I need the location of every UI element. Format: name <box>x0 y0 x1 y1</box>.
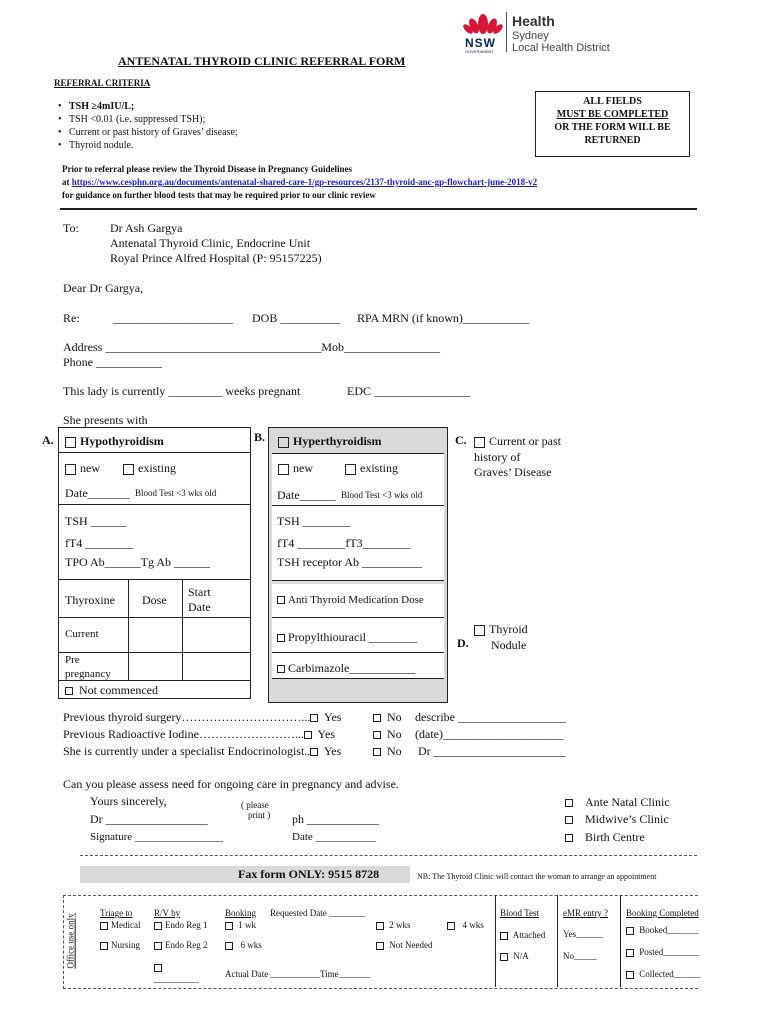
notice-box <box>535 91 690 157</box>
no-option[interactable]: No <box>373 744 402 759</box>
current-row-label: Current <box>65 628 99 640</box>
gov-logo-text: GOVERNMENT <box>465 49 494 54</box>
booking-2wks-option[interactable]: 2 wks <box>376 920 411 930</box>
notice-line: MUST BE COMPLETED <box>556 109 669 120</box>
checkbox[interactable] <box>474 625 485 636</box>
form-title: ANTENATAL THYROID CLINIC REFERRAL FORM <box>118 54 406 68</box>
checkbox[interactable] <box>447 922 455 930</box>
graves-text: history of <box>474 450 521 464</box>
criteria-item: • TSH <0.01 (i.e. suppressed TSH); <box>55 113 238 126</box>
hypo-tpo-field[interactable]: TPO Ab______Tg Ab ______ <box>65 555 211 569</box>
no-option[interactable]: No <box>373 727 402 742</box>
checkbox[interactable] <box>278 437 289 448</box>
criteria-item: • Thyroid nodule. <box>55 139 238 152</box>
nsw-health-logo <box>463 8 613 54</box>
criteria-heading: REFERRAL CRITERIA <box>54 78 151 88</box>
birth-centre-option[interactable]: Birth Centre <box>565 830 645 845</box>
checkbox[interactable] <box>565 799 573 807</box>
emr-no-field[interactable]: No_____ <box>563 951 597 961</box>
graves-text: Graves’ Disease <box>474 465 552 479</box>
checkbox[interactable] <box>310 714 318 722</box>
pregnancy-row-label: pregnancy <box>65 668 111 680</box>
sign-date-field[interactable]: Date ___________ <box>292 831 377 843</box>
hyper-new-option[interactable]: new <box>278 461 313 476</box>
hypo-tsh-field[interactable]: TSH ______ <box>65 514 127 528</box>
booking-1wk-option[interactable]: 1 wk <box>225 920 256 930</box>
iodine-date-field[interactable]: (date)____________________ <box>415 727 563 741</box>
notice-line: OR THE FORM WILL BE <box>554 122 671 133</box>
checkbox[interactable] <box>225 922 233 930</box>
hypo-new-option[interactable]: new <box>65 461 100 476</box>
checkbox[interactable] <box>565 834 573 842</box>
date-header: Date <box>188 600 211 614</box>
hypo-date-field[interactable]: Date_______ <box>65 486 130 500</box>
antenatal-clinic-option[interactable]: Ante Natal Clinic <box>565 795 670 810</box>
hypo-blood-note: Blood Test <3 wks old <box>135 488 217 498</box>
nsw-logo-text: NSW <box>465 36 496 50</box>
not-commenced-option[interactable]: Not commenced <box>65 683 158 698</box>
history-iodine: Previous Radioactive Iodine……………………... Yes <box>63 727 335 741</box>
other-rv-field[interactable]: __________ <box>154 974 199 984</box>
endo-reg1-option[interactable]: Endo Reg 1 <box>154 920 208 930</box>
health-text: Health <box>512 13 555 29</box>
checkbox[interactable] <box>500 953 508 961</box>
hyperthyroidism-option[interactable]: Hyperthyroidism <box>278 434 381 449</box>
endo-reg2-option[interactable]: Endo Reg 2 <box>154 940 208 950</box>
notice-line: RETURNED <box>584 135 641 146</box>
checkbox[interactable] <box>277 634 285 642</box>
booking-6wks-option[interactable]: 6 wks <box>225 940 262 950</box>
actual-date-field[interactable]: Actual Date ___________Time_______ <box>225 969 371 979</box>
signature-field[interactable]: Signature ________________ <box>90 831 223 843</box>
checkbox[interactable] <box>373 731 381 739</box>
checkbox[interactable] <box>100 942 108 950</box>
waratah-icon <box>463 10 503 36</box>
describe-field[interactable]: describe __________________ <box>415 710 566 724</box>
history-surgery: Previous thyroid surgery…………………………... Yes <box>63 710 342 724</box>
guideline-link[interactable]: https://www.cesphn.org.au/documents/antenatal-shared-care-1/gp-resources/2137-thyroid-anc-gp-flowchart-june-2018-v2 <box>71 177 538 187</box>
section-c-letter: C. <box>455 433 467 447</box>
attached-option[interactable]: Attached <box>500 930 545 940</box>
edc-field[interactable]: EDC ________________ <box>347 384 470 398</box>
blood-test-heading: Blood Test <box>500 908 539 918</box>
hyper-date-field[interactable]: Date______ <box>277 488 336 502</box>
criteria-list <box>55 100 238 152</box>
dob-field[interactable]: DOB __________ <box>252 311 341 325</box>
please-print: print ) <box>248 810 271 820</box>
pre-row-label: Pre <box>65 654 80 666</box>
checkbox[interactable] <box>225 942 233 950</box>
checkbox[interactable] <box>154 942 162 950</box>
nodule-option[interactable]: Thyroid <box>474 622 528 637</box>
hyper-tsh-field[interactable]: TSH ________ <box>277 514 351 528</box>
checkbox[interactable] <box>154 922 162 930</box>
please-print: ( please <box>241 800 269 810</box>
thyroxine-header: Thyroxine <box>65 593 115 607</box>
hyper-blood-note: Blood Test <3 wks old <box>341 490 423 500</box>
booking-completed-heading: Booking Completed <box>626 908 699 918</box>
re-label: Re: <box>63 311 80 325</box>
posted-option[interactable]: Posted________ <box>626 947 699 957</box>
office-use-label: Office use only <box>65 913 76 969</box>
hyper-existing-option[interactable]: existing <box>345 461 398 476</box>
hypothyroidism-option[interactable]: Hypothyroidism <box>65 434 164 449</box>
checkbox[interactable] <box>626 927 634 935</box>
salutation: Dear Dr Gargya, <box>63 281 144 295</box>
booking-4wks-option[interactable]: 4 wks <box>447 920 484 930</box>
rv-heading: R/V by <box>154 908 181 918</box>
checkbox[interactable] <box>154 964 162 972</box>
checkbox[interactable] <box>500 932 508 940</box>
yours-sincerely: Yours sincerely, <box>90 794 167 808</box>
collected-option[interactable]: Collected______ <box>626 969 701 979</box>
triage-heading: Triage to <box>100 908 133 918</box>
notice-line: ALL FIELDS <box>583 96 642 107</box>
checkbox[interactable] <box>626 949 634 957</box>
checkbox[interactable] <box>65 464 76 475</box>
criteria-item: • Current or past history of Graves’ disease; <box>55 126 238 139</box>
checkbox[interactable] <box>345 464 356 475</box>
divider <box>60 208 697 210</box>
checkbox[interactable] <box>474 437 485 448</box>
to-clinic: Antenatal Thyroid Clinic, Endocrine Unit <box>110 236 311 250</box>
checkbox[interactable] <box>304 731 312 739</box>
start-header: Start <box>188 585 211 599</box>
fax-note: NB: The Thyroid Clinic will contact the woman to arrange an appointment <box>417 872 657 881</box>
checkbox[interactable] <box>376 942 384 950</box>
checkbox[interactable] <box>626 971 634 979</box>
hypo-existing-option[interactable]: existing <box>123 461 176 476</box>
checkbox[interactable] <box>277 665 285 673</box>
sydney-text: Sydney <box>512 30 549 42</box>
address-field[interactable]: Address ____________________________________Mob________________ <box>63 340 440 354</box>
requested-date-field[interactable]: Requested Date ________ <box>270 908 365 918</box>
assess-text: Can you please assess need for ongoing care in pregnancy and advise. <box>63 777 399 791</box>
guideline-link-line <box>62 177 537 187</box>
ptu-option[interactable]: Propylthiouracil ________ <box>277 630 417 645</box>
criteria-item: • TSH ≥4mIU/L; <box>55 100 238 113</box>
receptor-field[interactable]: TSH receptor Ab __________ <box>277 555 422 569</box>
guideline-text: Prior to referral please review the Thyroid Disease in Pregnancy Guidelines <box>62 164 352 174</box>
checkbox[interactable] <box>310 748 318 756</box>
booked-option[interactable]: Booked_______ <box>626 925 699 935</box>
to-name: Dr Ash Gargya <box>110 221 183 235</box>
graves-option[interactable]: Current or past <box>474 434 561 449</box>
checkbox[interactable] <box>100 922 108 930</box>
carbimazole-option[interactable]: Carbimazole___________ <box>277 661 415 676</box>
dose-header: Dose <box>142 593 167 607</box>
hypo-ft4-field[interactable]: fT4 ________ <box>65 536 134 550</box>
checkbox[interactable] <box>373 748 381 756</box>
checkbox[interactable] <box>376 922 384 930</box>
fax-label: Fax form ONLY: 9515 8728 <box>238 867 380 881</box>
anti-thyroid-option[interactable]: Anti Thyroid Medication Dose <box>277 594 424 606</box>
ph-field[interactable]: ph ____________ <box>292 812 379 826</box>
guideline-note: for guidance on further blood tests that may be required prior to our clinic review <box>62 190 376 200</box>
phone-field[interactable]: Phone ___________ <box>63 355 162 369</box>
dr-field[interactable]: Dr _________________ <box>90 812 208 826</box>
section-d-letter: D. <box>457 636 469 650</box>
checkbox[interactable] <box>65 437 76 448</box>
no-option[interactable]: No <box>373 710 402 725</box>
medical-option[interactable]: Medical <box>100 920 141 930</box>
checkbox[interactable] <box>373 714 381 722</box>
emr-yes-field[interactable]: Yes______ <box>563 929 604 939</box>
weeks-field[interactable]: This lady is currently _________ weeks pregnant <box>63 384 301 398</box>
re-field[interactable]: ____________________ <box>113 311 233 325</box>
checkbox[interactable] <box>278 464 289 475</box>
to-label: To: <box>63 221 79 235</box>
checkbox[interactable] <box>123 464 134 475</box>
to-hospital: Royal Prince Alfred Hospital (P: 95157225) <box>110 251 322 265</box>
booking-heading: Booking <box>225 908 257 918</box>
nursing-option[interactable]: Nursing <box>100 940 140 950</box>
section-b-letter: B. <box>254 430 266 444</box>
checkbox[interactable] <box>277 596 285 604</box>
emr-heading: eMR entry ? <box>563 908 608 918</box>
other-rv-option[interactable] <box>154 962 165 972</box>
endocrinologist-field[interactable]: Dr ______________________ <box>418 744 566 758</box>
midwives-clinic-option[interactable]: Midwive’s Clinic <box>565 812 669 827</box>
not-needed-option[interactable]: Not Needed <box>376 940 432 950</box>
history-endocrinologist: She is currently under a specialist Endocrinologist.. Yes <box>63 744 342 758</box>
section-a-letter: A. <box>42 433 54 447</box>
lhd-text: Local Health District <box>512 42 610 54</box>
na-option[interactable]: N/A <box>500 951 529 961</box>
at-text: at <box>62 177 70 187</box>
mrn-field[interactable]: RPA MRN (if known)___________ <box>357 311 529 325</box>
nodule-text: Nodule <box>491 638 527 652</box>
presents-label: She presents with <box>63 413 148 427</box>
checkbox[interactable] <box>65 687 73 695</box>
checkbox[interactable] <box>565 816 573 824</box>
hyper-ft4-ft3-field[interactable]: fT4 ________fT3________ <box>277 536 411 550</box>
